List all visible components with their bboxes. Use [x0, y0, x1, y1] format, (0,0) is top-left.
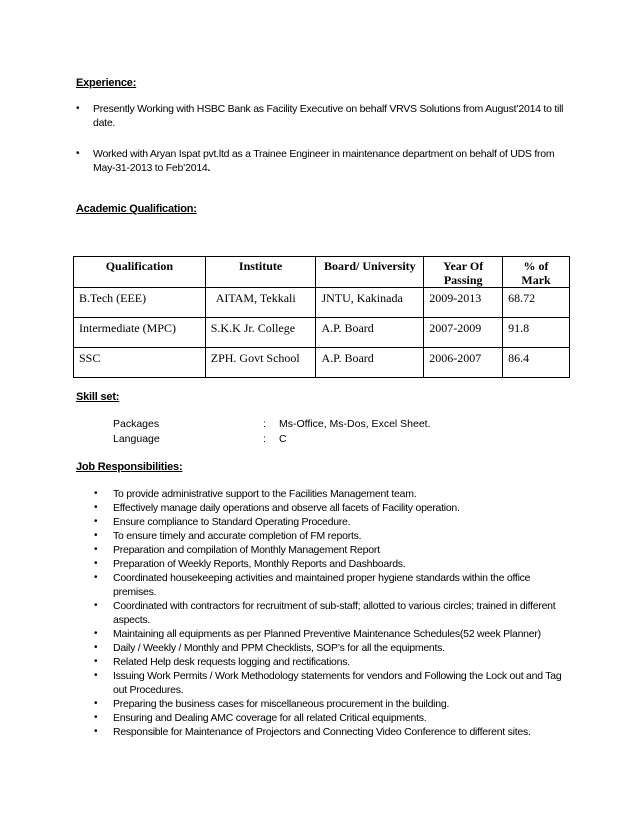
bullet-icon: •	[94, 628, 98, 639]
skill-separator: :	[263, 433, 266, 445]
qualification-table	[73, 256, 570, 378]
bullet-icon: •	[94, 670, 98, 681]
bullet-icon: •	[94, 656, 98, 667]
bullet-icon: •	[94, 572, 98, 583]
table-cell: JNTU, Kakinada	[316, 288, 424, 318]
bullet-icon: •	[94, 502, 98, 513]
list-item: • Preparation of Weekly Reports, Monthly Reports and Dashboards.	[94, 558, 406, 570]
skill-value: Ms-Office, Ms-Dos, Excel Sheet.	[279, 418, 431, 430]
list-item: • Ensuring and Dealing AMC coverage for all related Critical equipments.	[94, 712, 427, 724]
column-header: Qualification	[74, 257, 206, 288]
list-item: • Ensure compliance to Standard Operating Procedure.	[94, 516, 351, 528]
table-row	[74, 318, 570, 348]
bullet-icon: •	[94, 488, 98, 499]
bullet-icon: •	[94, 642, 98, 653]
job-responsibilities-list	[94, 487, 574, 739]
skill-label: Language	[113, 433, 160, 445]
table-cell: AITAM, Tekkali	[205, 288, 316, 318]
list-item: • Maintaining all equipments as per Planned Preventive Maintenance Schedules(52 week Planner)	[94, 628, 541, 640]
skill-label: Packages	[113, 418, 160, 430]
list-item: • Effectively manage daily operations and observe all facets of Facility operation.	[94, 502, 460, 514]
column-header: Institute	[205, 257, 316, 288]
table-row	[74, 288, 570, 318]
experience-heading: Experience:	[76, 77, 137, 89]
table-header-row	[74, 257, 570, 288]
table-cell: A.P. Board	[316, 348, 424, 378]
table-cell: A.P. Board	[316, 318, 424, 348]
table-cell: 2009-2013	[424, 288, 503, 318]
academic-heading: Academic Qualification:	[76, 203, 197, 215]
list-item: • To ensure timely and accurate completion of FM reports.	[94, 530, 362, 542]
bullet-icon: •	[94, 530, 98, 541]
table-cell: S.K.K Jr. College	[205, 318, 316, 348]
bullet-icon: •	[94, 726, 98, 737]
table-cell: Intermediate (MPC)	[74, 318, 206, 348]
table-row	[74, 348, 570, 378]
skills-heading: Skill set:	[76, 391, 120, 403]
list-item: • To provide administrative support to the Facilities Management team.	[94, 488, 417, 500]
bullet-icon: •	[94, 516, 98, 527]
table-cell: 68.72	[503, 288, 570, 318]
bullet-icon: •	[94, 600, 98, 611]
skill-separator: :	[263, 418, 266, 430]
list-item: • Responsible for Maintenance of Projectors and Connecting Video Conference to different sites.	[94, 726, 531, 738]
bullet-icon: •	[76, 103, 80, 114]
table-cell: ZPH. Govt School	[205, 348, 316, 378]
list-item: • Coordinated with contractors for recruitment of sub-staff; allotted to various circles; trained in different aspects.	[94, 600, 556, 626]
list-item: • Coordinated housekeeping activities and maintained proper hygiene standards within the office premises.	[94, 572, 531, 598]
table-cell: SSC	[74, 348, 206, 378]
list-item: • Daily / Weekly / Monthly and PPM Checklists, SOP’s for all the equipments.	[94, 642, 445, 654]
skill-value: C	[279, 433, 287, 445]
bullet-icon: •	[94, 558, 98, 569]
column-header: Board/ University	[316, 257, 424, 288]
table-cell: 91.8	[503, 318, 570, 348]
table-cell: 2006-2007	[424, 348, 503, 378]
bullet-icon: •	[94, 698, 98, 709]
experience-list	[76, 102, 576, 192]
list-item: • Related Help desk requests logging and rectifications.	[94, 656, 350, 668]
bullet-icon: •	[76, 148, 80, 159]
bullet-icon: •	[94, 712, 98, 723]
table-cell: 86.4	[503, 348, 570, 378]
job-heading: Job Responsibilities:	[76, 461, 183, 473]
table-cell: 2007-2009	[424, 318, 503, 348]
table-cell: B.Tech (EEE)	[74, 288, 206, 318]
list-item: • Preparation and compilation of Monthly Management Report	[94, 544, 380, 556]
column-header: Year Of Passing	[424, 257, 503, 288]
experience-item: • Presently Working with HSBC Bank as Facility Executive on behalf VRVS Solutions from August’2014 to till date.	[76, 103, 564, 129]
column-header: % of Mark	[503, 257, 570, 288]
list-item: • Preparing the business cases for miscellaneous procurement in the building.	[94, 698, 450, 710]
experience-item: • Worked with Aryan Ispat pvt.ltd as a Trainee Engineer in maintenance department on behalf of UDS from May-31-2013 to Feb’2014.	[76, 148, 555, 174]
bullet-icon: •	[94, 544, 98, 555]
list-item: • Issuing Work Permits / Work Methodology statements for vendors and Following the Lock out and Tag out Procedures.	[94, 670, 562, 696]
